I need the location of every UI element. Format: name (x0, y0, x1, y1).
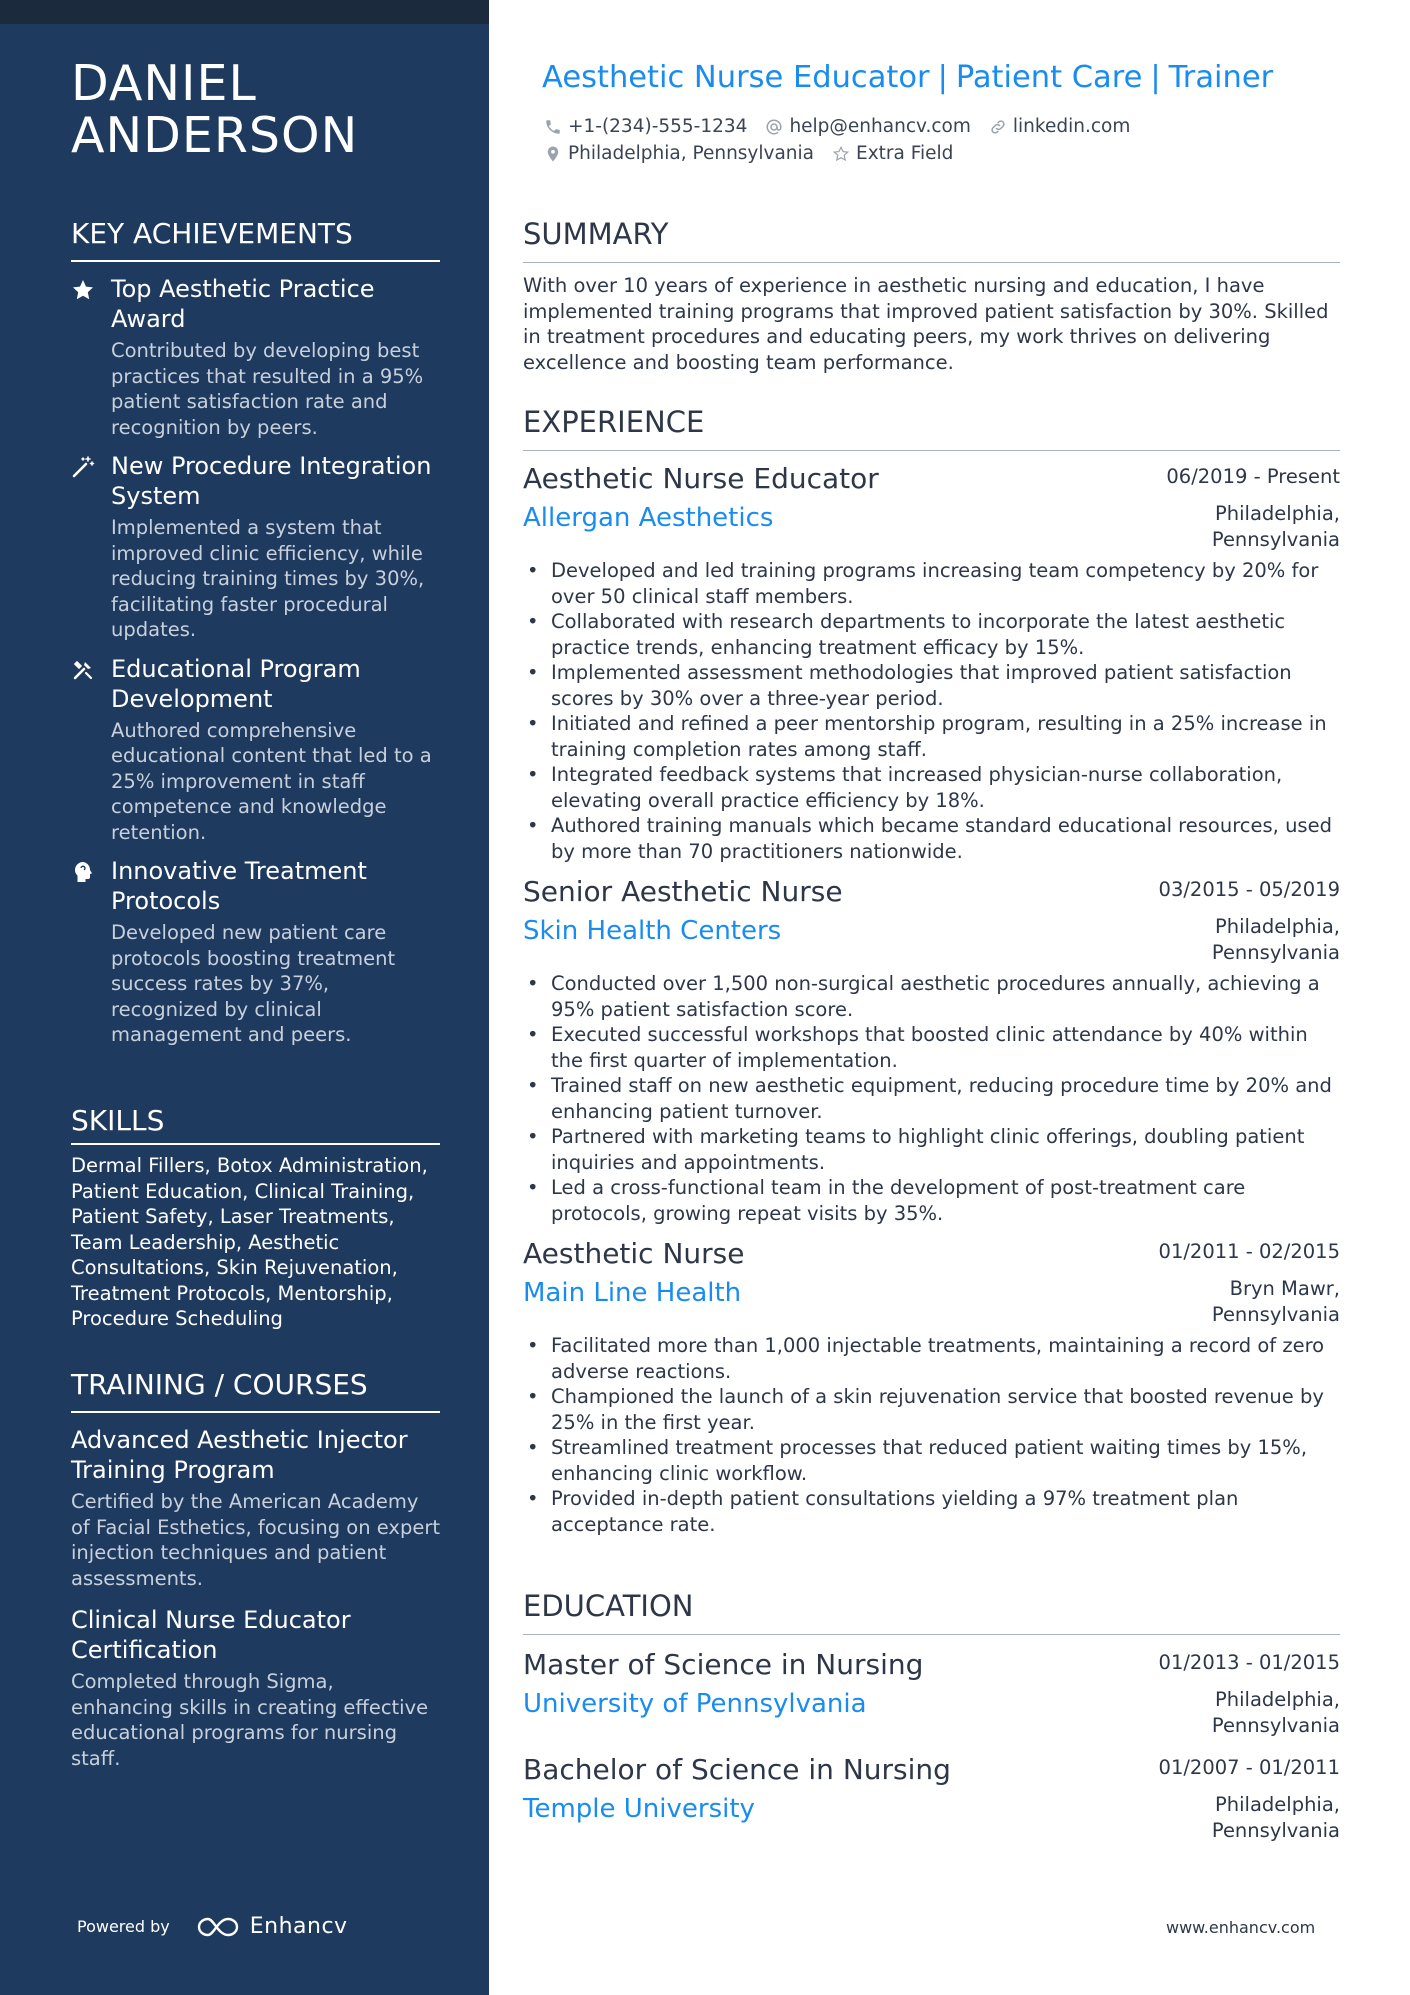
course-title: Clinical Nurse Educator Certification (71, 1606, 351, 1664)
company-name: Allergan Aesthetics (523, 503, 774, 533)
list-item: • Provided in-depth patient consultations yielding a 97% treatment plan acceptance rate. (551, 1486, 1340, 1537)
job-entry (523, 874, 1340, 1226)
last-name: ANDERSON (71, 107, 359, 164)
headline-separator: | (937, 60, 948, 95)
brand-name: Enhancv (249, 1914, 348, 1939)
course-item (71, 1605, 440, 1771)
headline-part-3: Trainer (1168, 60, 1274, 95)
phone-icon (544, 118, 562, 136)
course-title: Advanced Aesthetic Injector Training Program (71, 1426, 408, 1484)
job-location: Philadelphia, Pennsylvania (1211, 915, 1340, 964)
skills-list: Dermal Fillers, Botox Administration, Patient Education, Clinical Training, Patient Safety, Laser Treatments, Team Leadership, Aesthetic Consultations, Skin Rejuvenation, Treatment Protocols, Mentorship, Procedure Scheduling (71, 1154, 428, 1330)
course-item (71, 1425, 440, 1591)
job-dates: 06/2019 - Present (1166, 465, 1340, 488)
job-entry (523, 461, 1340, 864)
star-icon (71, 278, 95, 302)
job-bullets (523, 1333, 1340, 1537)
sidebar (0, 0, 489, 1995)
achievement-title: Educational Program Development (111, 654, 361, 713)
star-outline-icon (832, 145, 850, 163)
first-name: DANIEL (71, 55, 257, 112)
school-name: University of Pennsylvania (523, 1689, 867, 1719)
list-item: • Authored training manuals which became standard educational resources, used by more than 70 practitioners nationwide. (551, 813, 1340, 864)
job-dates: 03/2015 - 05/2019 (1158, 878, 1340, 901)
school-location: Philadelphia, Pennsylvania (1211, 1688, 1340, 1737)
skills-heading: SKILLS (71, 1104, 165, 1137)
list-item: • Initiated and refined a peer mentorship program, resulting in a 25% increase in training completion rates among staff. (551, 711, 1340, 762)
achievement-title: New Procedure Integration System (111, 452, 432, 510)
achievement-desc: Developed new patient care protocols boosting treatment success rates by 37%, recognized by clinical management and peers. (111, 921, 396, 1046)
achievement-desc: Authored comprehensive educational content that led to a 25% improvement in staff competence and knowledge retention. (111, 718, 432, 844)
achievement-desc: Implemented a system that improved clinic efficiency, while reducing training times by 30%, facilitating faster procedural updates. (111, 516, 425, 641)
experience-heading: EXPERIENCE (523, 404, 1340, 451)
job-bullets (523, 558, 1340, 864)
achievement-item (71, 856, 440, 1048)
achievement-item (71, 451, 440, 643)
list-item: • Conducted over 1,500 non-surgical aesthetic procedures annually, achieving a 95% patient satisfaction score. (551, 971, 1340, 1022)
list-item: • Championed the launch of a skin rejuvenation service that boosted revenue by 25% in the first year. (551, 1384, 1340, 1435)
education-dates: 01/2013 - 01/2015 (1158, 1651, 1340, 1674)
job-location: Philadelphia, Pennsylvania (1211, 502, 1340, 551)
enhancv-logo[interactable] (196, 1914, 348, 1939)
list-item: • Partnered with marketing teams to highlight clinic offerings, doubling patient inquiries and appointments. (551, 1124, 1340, 1175)
list-item: • Facilitated more than 1,000 injectable treatments, maintaining a record of zero adverse reactions. (551, 1333, 1340, 1384)
education-entry (523, 1752, 1340, 1843)
achievement-desc: Contributed by developing best practices that resulted in a 95% patient satisfaction rate and recognition by peers. (111, 339, 424, 439)
headline-separator: | (1150, 60, 1161, 95)
education-heading: EDUCATION (523, 1588, 1340, 1635)
list-item: • Integrated feedback systems that increased physician-nurse collaboration, elevating overall practice efficiency by 18%. (551, 762, 1340, 813)
school-name: Temple University (523, 1794, 755, 1824)
candidate-name (71, 55, 359, 164)
powered-by (77, 1914, 348, 1939)
phone-text: +1-(234)-555-1234 (568, 116, 748, 137)
phone-contact[interactable] (544, 113, 747, 140)
brain-head-icon (71, 860, 95, 884)
tools-icon (71, 658, 95, 682)
powered-by-label: Powered by (77, 1917, 170, 1936)
list-item: • Developed and led training programs increasing team competency by 20% for over 50 clinical staff members. (551, 558, 1340, 609)
education-entry (523, 1647, 1340, 1738)
extra-field-text: Extra Field (856, 143, 954, 164)
job-dates: 01/2011 - 02/2015 (1158, 1240, 1340, 1263)
headline-part-1: Aesthetic Nurse Educator (542, 60, 930, 95)
skills-divider (71, 1143, 440, 1145)
summary-text: With over 10 years of experience in aesthetic nursing and education, I have implemented training programs that improved patient satisfaction by 30%. Skilled in treatment procedures and educating peers, my work thrives on delivering excellence and boosting team performance. (523, 274, 1329, 374)
enhancv-logo-icon (196, 1915, 242, 1939)
training-heading: TRAINING / COURSES (71, 1367, 440, 1413)
email-text: help@enhancv.com (789, 116, 971, 137)
summary-heading: SUMMARY (523, 216, 1340, 263)
link-text: linkedin.com (1012, 116, 1131, 137)
achievement-title: Innovative Treatment Protocols (111, 857, 367, 915)
list-item: • Led a cross-functional team in the development of post-treatment care protocols, growing repeat visits by 35%. (551, 1175, 1340, 1226)
sidebar-top-bar (0, 0, 489, 24)
achievement-item (71, 654, 440, 846)
job-title: Aesthetic Nurse Educator (523, 462, 879, 495)
at-icon (765, 118, 783, 136)
location-pin-icon (544, 145, 562, 163)
location-text: Philadelphia, Pennsylvania (568, 143, 815, 164)
experience-section (523, 404, 1340, 1537)
training-section (71, 1367, 440, 1785)
achievements-heading: KEY ACHIEVEMENTS (71, 216, 440, 262)
headline-part-2: Patient Care (955, 60, 1143, 95)
skills-section (71, 1103, 440, 1332)
education-dates: 01/2007 - 01/2011 (1158, 1756, 1340, 1779)
achievement-title: Top Aesthetic Practice Award (111, 275, 375, 333)
school-location: Philadelphia, Pennsylvania (1211, 1793, 1340, 1842)
education-section (523, 1588, 1340, 1843)
job-bullets (523, 971, 1340, 1226)
list-item: • Executed successful workshops that boosted clinic attendance by 40% within the first quarter of implementation. (551, 1022, 1340, 1073)
link-icon (989, 118, 1007, 136)
location-contact (544, 140, 814, 167)
company-name: Main Line Health (523, 1278, 742, 1308)
job-entry (523, 1236, 1340, 1537)
link-contact[interactable] (989, 113, 1130, 140)
contact-info (544, 113, 1304, 167)
headline (542, 58, 1273, 98)
list-item: • Streamlined treatment processes that reduced patient waiting times by 15%, enhancing clinic workflow. (551, 1435, 1340, 1486)
summary-section (523, 216, 1340, 375)
job-title: Senior Aesthetic Nurse (523, 875, 843, 908)
list-item: • Trained staff on new aesthetic equipment, reducing procedure time by 20% and enhancing patient turnover. (551, 1073, 1340, 1124)
list-item: • Collaborated with research departments to incorporate the latest aesthetic practice trends, enhancing treatment efficacy by 15%. (551, 609, 1340, 660)
footer-url[interactable]: www.enhancv.com (1166, 1918, 1316, 1937)
course-desc: Completed through Sigma, enhancing skills in creating effective educational programs for nursing staff. (71, 1670, 429, 1770)
extra-field-contact (832, 140, 953, 167)
magic-wand-icon (71, 455, 95, 479)
achievements-section (71, 216, 440, 1059)
course-desc: Certified by the American Academy of Facial Esthetics, focusing on expert injection techniques and patient assessments. (71, 1490, 441, 1590)
degree-title: Master of Science in Nursing (523, 1648, 924, 1681)
job-title: Aesthetic Nurse (523, 1237, 745, 1270)
degree-title: Bachelor of Science in Nursing (523, 1753, 951, 1786)
email-contact[interactable] (765, 113, 970, 140)
achievement-item (71, 274, 440, 440)
list-item: • Implemented assessment methodologies that improved patient satisfaction scores by 30% over a three-year period. (551, 660, 1340, 711)
job-location: Bryn Mawr, Pennsylvania (1211, 1277, 1340, 1326)
company-name: Skin Health Centers (523, 916, 782, 946)
